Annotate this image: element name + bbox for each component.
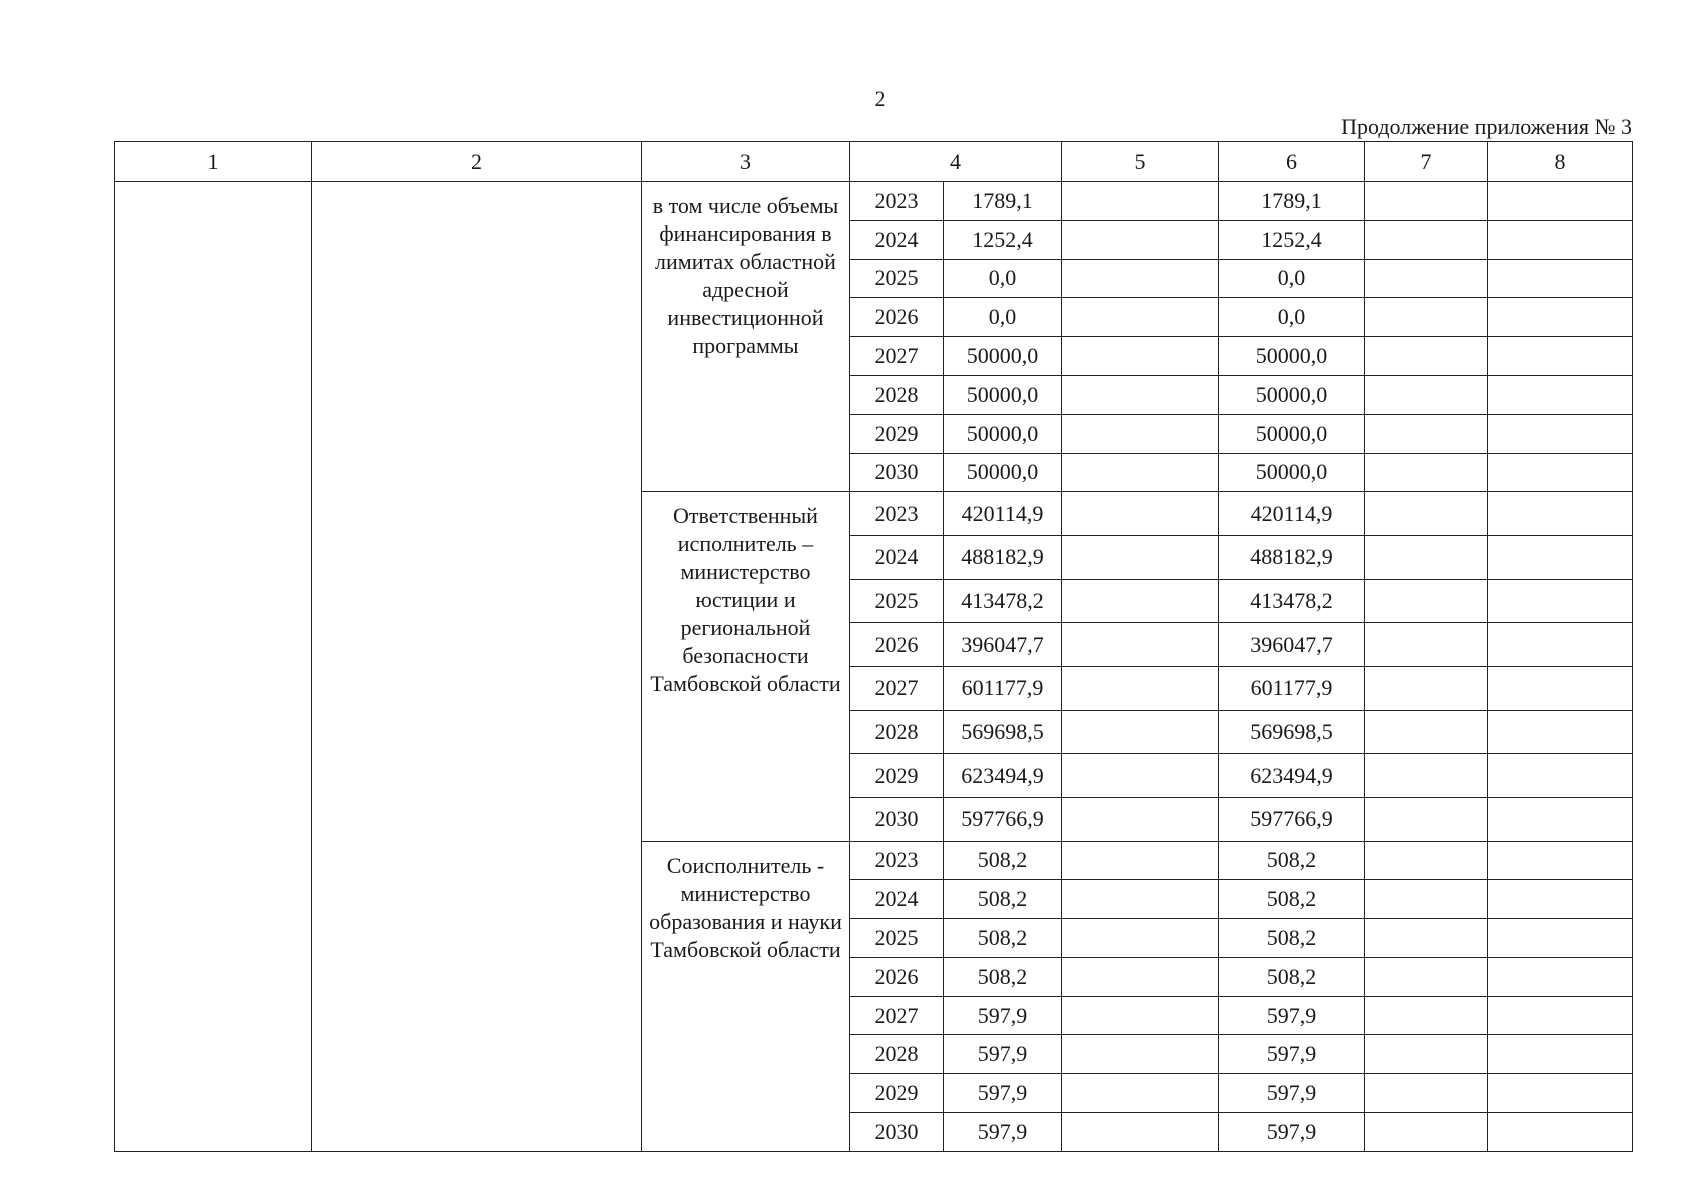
table-row [115,182,1633,221]
column-8-value [1488,182,1633,221]
column-5-value [1062,666,1219,710]
column-5-value [1062,259,1219,298]
column-5-value [1062,375,1219,414]
column-7-value [1365,536,1488,580]
column-6-value: 1789,1 [1219,182,1365,221]
column-8-value [1488,579,1633,623]
year-cell: 2026 [850,623,944,667]
column-6-value: 569698,5 [1219,710,1365,754]
column-6-value: 508,2 [1219,841,1365,880]
column-6-value: 50000,0 [1219,414,1365,453]
column-4-value: 597,9 [944,1113,1062,1152]
column-5-value [1062,1113,1219,1152]
column-4-value: 396047,7 [944,623,1062,667]
column-4-value: 420114,9 [944,492,1062,536]
column-8-value [1488,298,1633,337]
column-6-value: 508,2 [1219,957,1365,996]
column-6-value: 396047,7 [1219,623,1365,667]
year-cell: 2023 [850,841,944,880]
column-8-value [1488,1035,1633,1074]
column-5-value [1062,754,1219,798]
header-cell-1: 1 [115,142,312,182]
header-row [115,142,1633,182]
column-4-value: 413478,2 [944,579,1062,623]
column-7-value [1365,754,1488,798]
column-6-value: 597766,9 [1219,797,1365,841]
column-4-value: 1252,4 [944,220,1062,259]
column-6-value: 597,9 [1219,1074,1365,1113]
header-cell-3: 3 [642,142,850,182]
year-cell: 2024 [850,536,944,580]
column-7-value [1365,841,1488,880]
column-5-value [1062,220,1219,259]
column-5-value [1062,536,1219,580]
column-5-value [1062,710,1219,754]
column-5-value [1062,880,1219,919]
column-8-value [1488,841,1633,880]
year-cell: 2025 [850,919,944,958]
year-cell: 2028 [850,710,944,754]
header-cell-2: 2 [312,142,642,182]
column-7-value [1365,957,1488,996]
column-5-value [1062,623,1219,667]
column-5-value [1062,841,1219,880]
column-7-value [1365,182,1488,221]
header-cell-6: 6 [1219,142,1365,182]
year-cell: 2027 [850,666,944,710]
column-8-value [1488,337,1633,376]
column-7-value [1365,375,1488,414]
year-cell: 2025 [850,259,944,298]
column-5-value [1062,298,1219,337]
column-7-value [1365,666,1488,710]
column-7-value [1365,337,1488,376]
column-7-value [1365,710,1488,754]
year-cell: 2029 [850,414,944,453]
column-7-value [1365,1035,1488,1074]
column-4-value: 0,0 [944,298,1062,337]
column-6-value: 0,0 [1219,298,1365,337]
column-8-value [1488,220,1633,259]
column-6-value: 1252,4 [1219,220,1365,259]
column-7-value [1365,259,1488,298]
column-7-value [1365,880,1488,919]
column-4-value: 623494,9 [944,754,1062,798]
column-4-value: 597,9 [944,1074,1062,1113]
column-6-value: 597,9 [1219,996,1365,1035]
column-8-value [1488,666,1633,710]
column-1-cell [115,182,312,1152]
column-8-value [1488,453,1633,492]
column-4-value: 508,2 [944,841,1062,880]
column-8-value [1488,710,1633,754]
column-4-value: 508,2 [944,880,1062,919]
header-cell-5: 5 [1062,142,1219,182]
column-8-value [1488,754,1633,798]
column-4-value: 488182,9 [944,536,1062,580]
column-5-value [1062,337,1219,376]
column-7-value [1365,453,1488,492]
column-8-value [1488,957,1633,996]
column-7-value [1365,579,1488,623]
header-cell-4: 4 [850,142,1062,182]
column-7-value [1365,492,1488,536]
column-6-value: 488182,9 [1219,536,1365,580]
column-6-value: 597,9 [1219,1113,1365,1152]
year-cell: 2025 [850,579,944,623]
column-7-value [1365,919,1488,958]
column-5-value [1062,1074,1219,1113]
year-cell: 2030 [850,1113,944,1152]
group-label: в том числе объемы финансирования в лимитах областной адресной инвестиционной программы [642,182,850,492]
column-8-value [1488,1113,1633,1152]
column-5-value [1062,919,1219,958]
group-label: Соисполнитель - министерство образования и науки Тамбовской области [642,841,850,1152]
column-7-value [1365,996,1488,1035]
table-body [115,142,1633,1152]
column-5-value [1062,414,1219,453]
year-cell: 2030 [850,453,944,492]
column-8-value [1488,375,1633,414]
column-4-value: 508,2 [944,957,1062,996]
column-8-value [1488,623,1633,667]
column-4-value: 0,0 [944,259,1062,298]
column-6-value: 508,2 [1219,919,1365,958]
year-cell: 2023 [850,182,944,221]
column-7-value [1365,220,1488,259]
column-5-value [1062,957,1219,996]
year-cell: 2029 [850,1074,944,1113]
column-4-value: 50000,0 [944,453,1062,492]
column-6-value: 50000,0 [1219,453,1365,492]
column-7-value [1365,797,1488,841]
column-6-value: 623494,9 [1219,754,1365,798]
year-cell: 2029 [850,754,944,798]
header-cell-7: 7 [1365,142,1488,182]
column-5-value [1062,797,1219,841]
column-7-value [1365,298,1488,337]
column-6-value: 420114,9 [1219,492,1365,536]
column-2-cell [312,182,642,1152]
column-6-value: 0,0 [1219,259,1365,298]
column-8-value [1488,919,1633,958]
column-8-value [1488,1074,1633,1113]
column-4-value: 597,9 [944,996,1062,1035]
column-4-value: 597766,9 [944,797,1062,841]
column-4-value: 50000,0 [944,375,1062,414]
column-8-value [1488,996,1633,1035]
column-8-value [1488,259,1633,298]
year-cell: 2023 [850,492,944,536]
column-6-value: 597,9 [1219,1035,1365,1074]
column-4-value: 50000,0 [944,414,1062,453]
year-cell: 2027 [850,337,944,376]
column-4-value: 601177,9 [944,666,1062,710]
column-4-value: 1789,1 [944,182,1062,221]
year-cell: 2028 [850,1035,944,1074]
column-5-value [1062,492,1219,536]
column-8-value [1488,797,1633,841]
column-8-value [1488,492,1633,536]
column-7-value [1365,414,1488,453]
financing-table [114,141,1633,1152]
column-4-value: 597,9 [944,1035,1062,1074]
column-5-value [1062,579,1219,623]
continuation-label: Продолжение приложения № 3 [1341,114,1632,139]
year-cell: 2028 [850,375,944,414]
column-7-value [1365,1074,1488,1113]
column-7-value [1365,1113,1488,1152]
column-5-value [1062,453,1219,492]
column-8-value [1488,414,1633,453]
page-number: 2 [874,86,886,111]
column-4-value: 50000,0 [944,337,1062,376]
year-cell: 2026 [850,298,944,337]
column-6-value: 50000,0 [1219,375,1365,414]
header-cell-8: 8 [1488,142,1633,182]
column-6-value: 50000,0 [1219,337,1365,376]
column-5-value [1062,1035,1219,1074]
year-cell: 2030 [850,797,944,841]
column-6-value: 508,2 [1219,880,1365,919]
column-6-value: 601177,9 [1219,666,1365,710]
column-8-value [1488,536,1633,580]
column-8-value [1488,880,1633,919]
column-4-value: 569698,5 [944,710,1062,754]
year-cell: 2024 [850,220,944,259]
year-cell: 2027 [850,996,944,1035]
year-cell: 2026 [850,957,944,996]
year-cell: 2024 [850,880,944,919]
column-5-value [1062,996,1219,1035]
column-4-value: 508,2 [944,919,1062,958]
column-5-value [1062,182,1219,221]
column-6-value: 413478,2 [1219,579,1365,623]
column-7-value [1365,623,1488,667]
group-label: Ответственный исполнитель – министерство юстиции и региональной безопасности Тамбовской области [642,492,850,841]
